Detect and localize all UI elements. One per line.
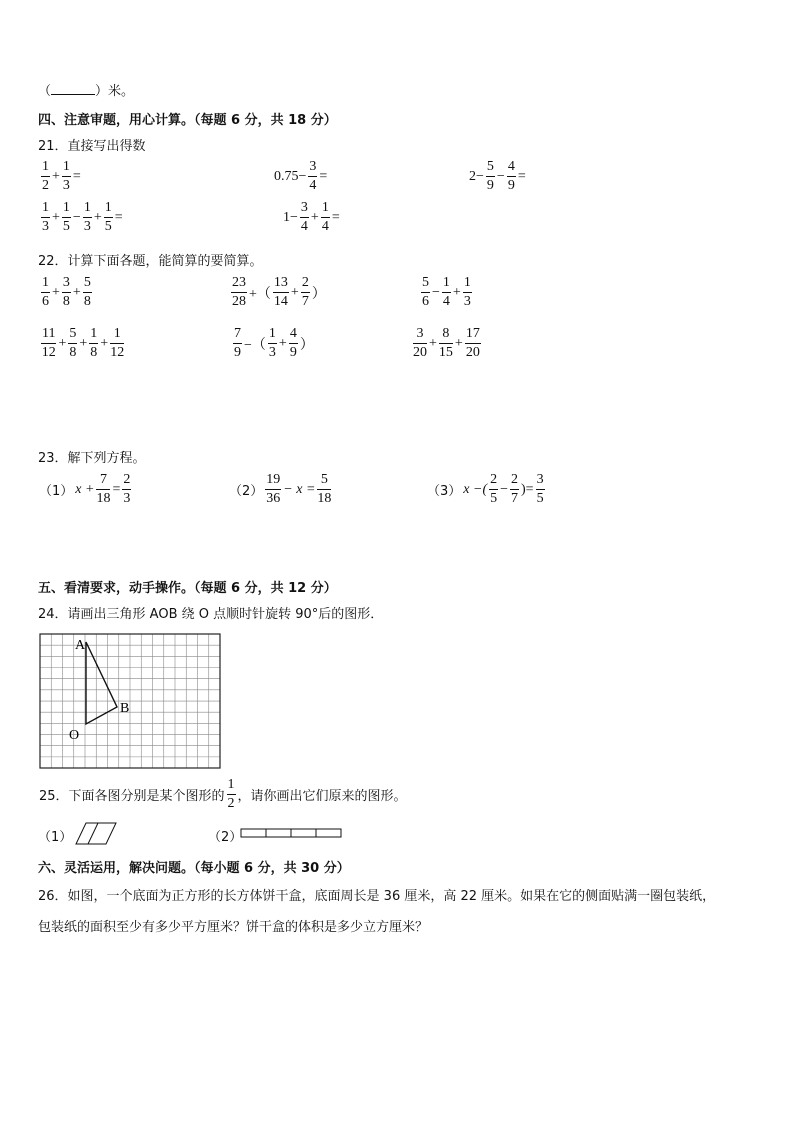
section-6-title: 六、灵活运用，解决问题。（每小题 6 分，共 30 分） xyxy=(38,861,350,876)
point-b-label: B xyxy=(120,701,130,716)
q25-label: 25．下面各图分别是某个图形的 $\frac{1}{2}$ ，请你画出它们原来的图形。 xyxy=(39,777,407,811)
triangle-aob xyxy=(86,642,117,724)
section-4-title: 四、注意审题，用心计算。（每题 6 分，共 18 分） xyxy=(38,113,337,128)
half-strip-figure xyxy=(240,826,342,840)
grid-lines xyxy=(40,634,220,768)
q22-expr-3: $\frac{5}{6}$ − $\frac{1}{4}$ + $\frac{1}{3}$ xyxy=(422,275,471,309)
q23-eq-2: （2） $\frac{19}{36}$ − x = $\frac{5}{18}$ xyxy=(229,472,332,506)
q21-expr-2: 0.75− $\frac{3}{4}$ = xyxy=(274,159,328,193)
q21-expr-1: $\frac{1}{2}$ + $\frac{1}{3}$ = xyxy=(42,159,81,193)
half-parallelogram-figure xyxy=(74,822,118,846)
q21-expr-5: 1− $\frac{3}{4}$ + $\frac{1}{4}$ = xyxy=(283,200,340,234)
q21-expr-3: 2− $\frac{5}{9}$ − $\frac{4}{9}$ = xyxy=(469,159,526,193)
q26-line-2: 包装纸的面积至少有多少平方厘米？饼干盒的体积是多少立方厘米？ xyxy=(38,920,429,935)
q22-label: 22．计算下面各题，能简算的要简算。 xyxy=(38,254,263,269)
q22-expr-4: $\frac{11}{12}$ + $\frac{5}{8}$ + $\frac{1}{8}$ + $\frac{1}{12}$ xyxy=(41,326,125,360)
q22-expr-6: $\frac{3}{20}$ + $\frac{8}{15}$ + $\frac{17}{20}$ xyxy=(413,326,480,360)
q21-label: 21．直接写出得数 xyxy=(38,139,146,154)
answer-blank[interactable] xyxy=(51,82,95,95)
q22-expr-1: $\frac{1}{6}$ + $\frac{3}{8}$ + $\frac{5}{8}$ xyxy=(42,275,91,309)
q21-expr-4: $\frac{1}{3}$ + $\frac{1}{5}$ − $\frac{1}{3}$ + $\frac{1}{5}$ = xyxy=(42,200,123,234)
q23-eq-3: （3） x −( $\frac{2}{5}$ − $\frac{2}{7}$ )= $\frac{3}{5}$ xyxy=(427,472,544,506)
q26-line-1: 26．如图，一个底面为正方形的长方体饼干盒，底面周长是 36 厘米，高 22 厘米。如果在它的侧面贴满一圈包装纸， xyxy=(38,889,716,904)
q22-expr-2: $\frac{23}{28}$ +（ $\frac{13}{14}$ + $\frac{2}{7}$ ） xyxy=(232,275,326,309)
point-a-label: A xyxy=(75,638,86,653)
rotation-grid-figure[interactable] xyxy=(38,632,222,770)
q22-expr-5: $\frac{7}{9}$ −（ $\frac{1}{3}$ + $\frac{4}{9}$ ） xyxy=(234,326,314,360)
answer-blank-line: （ ）米。 xyxy=(38,84,135,99)
q25-fig2-label: （2） xyxy=(208,830,243,845)
q23-eq-1: （1） x + $\frac{7}{18}$ = $\frac{2}{3}$ xyxy=(39,472,131,506)
q25-fig1-label: （1） xyxy=(38,830,73,845)
q24-label: 24．请画出三角形 AOB 绕 O 点顺时针旋转 90°后的图形． xyxy=(38,607,384,622)
q23-label: 23．解下列方程。 xyxy=(38,451,146,466)
point-o-label: O xyxy=(69,728,80,743)
section-5-title: 五、看清要求，动手操作。（每题 6 分，共 12 分） xyxy=(38,581,337,596)
